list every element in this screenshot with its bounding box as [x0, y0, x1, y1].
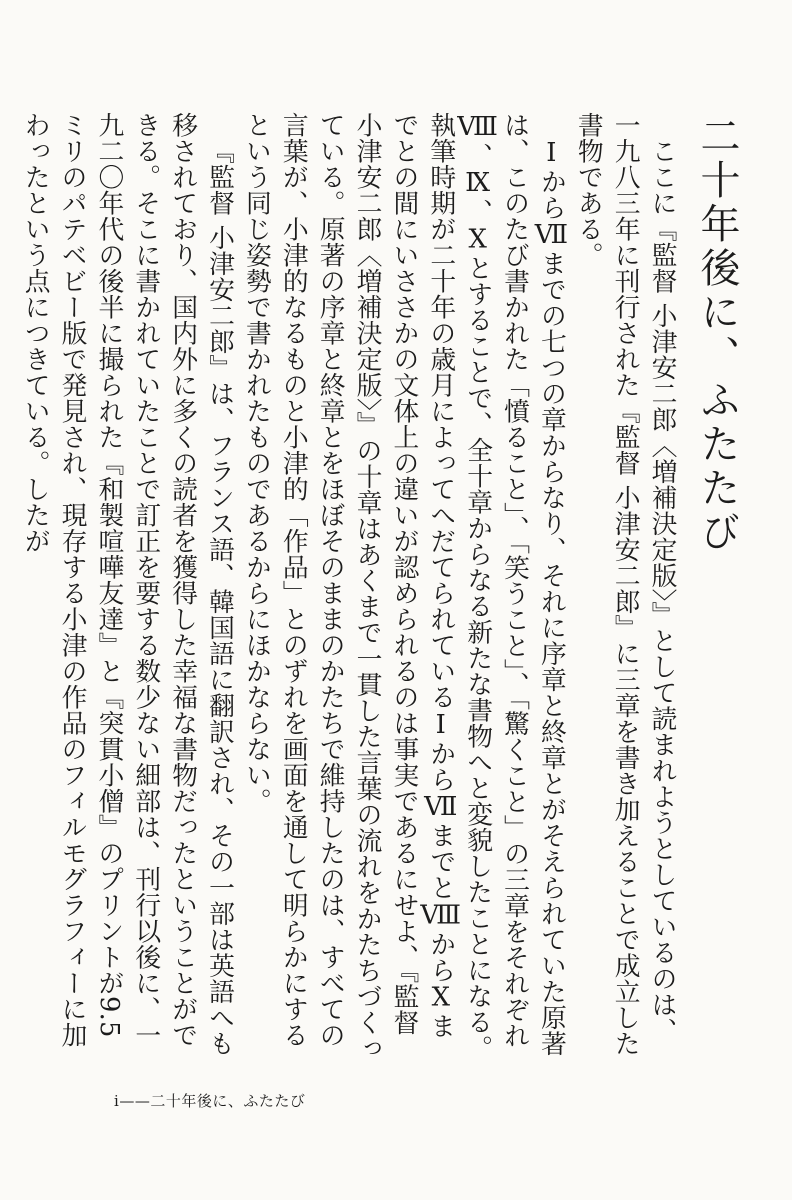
footer-separator: —— [119, 1092, 151, 1110]
paragraph-1: ここに『監督 小津安二郎〈増補決定版〉』として読まれようとしているのは、一九八三年に刊行された『監督 小津安二郎』に三章を書き加えることで成立した書物である。 [573, 112, 677, 1057]
page-number: i [114, 1092, 120, 1110]
paragraph-3: 『監督 小津安二郎』は、フランス語、韓国語に翻訳され、その一部は英語へも移されており、国内外に多くの読者を獲得した幸福な書物だったということができる。そこに書かれていたことで訂正を要する数少ない細部は、刊行以後に、一九二〇年代の後半に撮られた『和製喧嘩友達』と『突貫小僧』のプリントが9.5ミリのパテベビー版で発見され、現存する小津の作品のフィルモグラフィーに加わったという点につきている。したが [20, 112, 235, 1057]
page-footer [114, 1090, 305, 1111]
running-title: 二十年後に、ふたたび [150, 1092, 306, 1110]
body-text [20, 112, 680, 1062]
paragraph-2: ⅠからⅦまでの七つの章からなり、それに序章と終章とがそえられていた原著は、このたび書かれた「憤ること」、「笑うこと」、「驚くこと」の三章をそれぞれⅧ、Ⅸ、Ⅹとすることで、全十章からなる新たな書物へと変貌したことになる。執筆時期が二十年の歳月によってへだてられているⅠからⅦまでとⅧからⅩまでとの間にいささかの文体上の違いが認められるのは事実であるにせよ、『監督 小津安二郎〈増補決定版〉』の十章はあくまで一貫した言葉の流れをかたちづくっている。原著の序章と終章とをほぼそのままのかたちで維持したのは、すべての言葉が、小津的なるものと小津的「作品」とのずれを画面を通して明らかにするという同じ姿勢で書かれたものであるからにほかならない。 [241, 112, 567, 1062]
chapter-title: 二十年後に、ふたたび [694, 115, 740, 555]
